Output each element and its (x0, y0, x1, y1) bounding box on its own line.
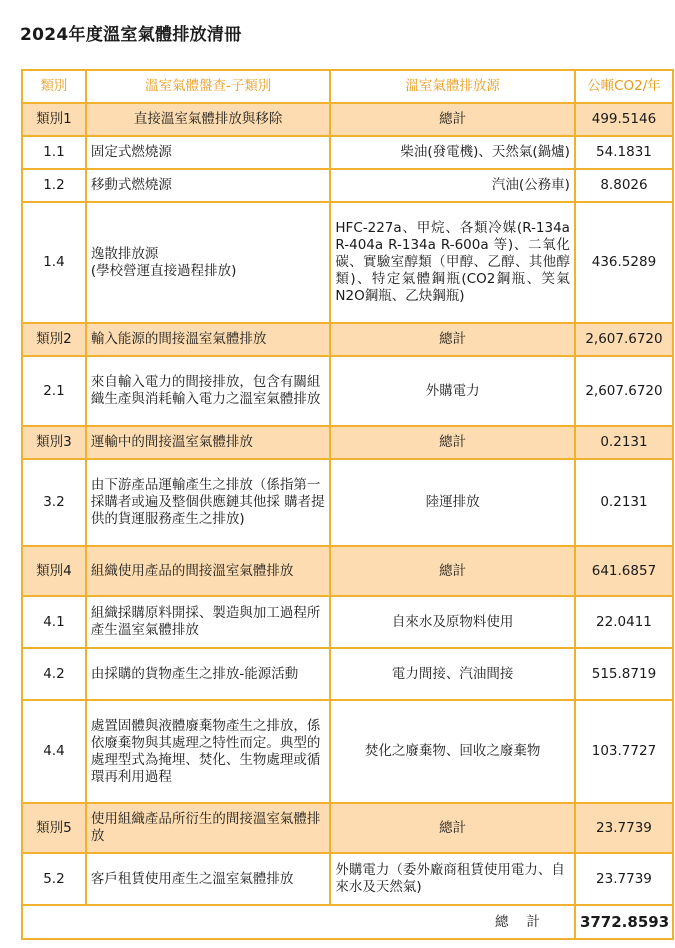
row-id: 4.1 (22, 596, 86, 648)
row-name: 客戶租賃使用產生之溫室氣體排放 (86, 853, 331, 905)
category-name: 使用組織產品所衍生的間接溫室氣體排放 (86, 803, 331, 853)
category-row-1 (22, 103, 673, 136)
grand-total-label (22, 905, 575, 939)
row-id: 1.1 (22, 136, 86, 169)
row-source: 自來水及原物料使用 (330, 596, 575, 648)
row-name: 處置固體與液體廢棄物產生之排放，係依廢棄物與其處理之特性而定。典型的處理型式為掩埋、焚化、生物處理或循環再利用過程 (86, 700, 331, 803)
category-amount: 0.2131 (575, 426, 673, 459)
row-source: 外購電力 (330, 356, 575, 426)
row-source: 柴油(發電機)、天然氣(鍋爐) (330, 136, 575, 169)
row-source: 焚化之廢棄物、回收之廢棄物 (330, 700, 575, 803)
table-row (22, 853, 673, 905)
category-id: 類別2 (22, 323, 86, 356)
header-source: 溫室氣體排放源 (330, 70, 575, 103)
row-amount: 22.0411 (575, 596, 673, 648)
row-id: 4.2 (22, 648, 86, 700)
category-name: 運輸中的間接溫室氣體排放 (86, 426, 331, 459)
row-name: 逸散排放源 (學校營運直接過程排放) (86, 202, 331, 323)
row-name: 由採購的貨物產生之排放-能源活動 (86, 648, 331, 700)
row-name: 組織採購原料開採、製造與加工過程所產生溫室氣體排放 (86, 596, 331, 648)
row-source: 汽油(公務車) (330, 169, 575, 202)
category-source: 總計 (330, 426, 575, 459)
grand-total-label-2: 計 (526, 913, 540, 930)
row-amount: 436.5289 (575, 202, 673, 323)
row-amount: 54.1831 (575, 136, 673, 169)
row-source: 電力間接、汽油間接 (330, 648, 575, 700)
category-id: 類別3 (22, 426, 86, 459)
category-source: 總計 (330, 103, 575, 136)
table-row (22, 459, 673, 546)
row-source: 陸運排放 (330, 459, 575, 546)
category-id: 類別1 (22, 103, 86, 136)
grand-total-amount: 3772.8593 (575, 905, 673, 939)
grand-total-label-1: 總 (494, 913, 509, 930)
category-amount: 641.6857 (575, 546, 673, 596)
category-id: 類別4 (22, 546, 86, 596)
row-id: 3.2 (22, 459, 86, 546)
category-source: 總計 (330, 323, 575, 356)
table-row (22, 169, 673, 202)
row-id: 5.2 (22, 853, 86, 905)
category-amount: 2,607.6720 (575, 323, 673, 356)
emissions-table (21, 69, 674, 940)
category-row-3 (22, 426, 673, 459)
page-title: 2024年度溫室氣體排放清冊 (20, 25, 242, 45)
row-name: 移動式燃燒源 (86, 169, 331, 202)
header-subcategory: 溫室氣體盤查-子類別 (86, 70, 331, 103)
category-name: 組織使用產品的間接溫室氣體排放 (86, 546, 331, 596)
table-row (22, 356, 673, 426)
category-id: 類別5 (22, 803, 86, 853)
category-source: 總計 (330, 803, 575, 853)
row-amount: 8.8026 (575, 169, 673, 202)
category-row-5 (22, 803, 673, 853)
table-header-row (22, 70, 673, 103)
category-source: 總計 (330, 546, 575, 596)
row-name: 固定式燃燒源 (86, 136, 331, 169)
row-source: 外購電力（委外廠商租賃使用電力、自來水及天然氣) (330, 853, 575, 905)
row-amount: 2,607.6720 (575, 356, 673, 426)
row-id: 1.2 (22, 169, 86, 202)
row-id: 2.1 (22, 356, 86, 426)
row-source: HFC-227a、甲烷、各類冷媒(R-134a R-404a R-134a R-600a 等)、二氧化碳、實驗室醇類（甲醇、乙醇、其他醇類)、特定氣體鋼瓶(CO2鋼瓶、笑氣N2O鋼瓶、乙炔鋼瓶) (330, 202, 575, 323)
table-row (22, 700, 673, 803)
header-category: 類別 (22, 70, 86, 103)
table-row (22, 596, 673, 648)
row-amount: 515.8719 (575, 648, 673, 700)
row-id: 1.4 (22, 202, 86, 323)
row-name: 來自輸入電力的間接排放，包含有關組織生產與消耗輸入電力之溫室氣體排放 (86, 356, 331, 426)
category-row-2 (22, 323, 673, 356)
table-row (22, 136, 673, 169)
category-amount: 23.7739 (575, 803, 673, 853)
row-amount: 0.2131 (575, 459, 673, 546)
category-name: 輸入能源的間接溫室氣體排放 (86, 323, 331, 356)
row-amount: 103.7727 (575, 700, 673, 803)
row-name: 由下游產品運輸產生之排放（係指第一採購者或遍及整個供應鏈其他採 購者提供的貨運服務產生之排放) (86, 459, 331, 546)
header-amount: 公噸CO2/年 (575, 70, 673, 103)
category-amount: 499.5146 (575, 103, 673, 136)
category-row-4 (22, 546, 673, 596)
row-id: 4.4 (22, 700, 86, 803)
category-name: 直接溫室氣體排放與移除 (86, 103, 331, 136)
grand-total-row (22, 905, 673, 939)
row-amount: 23.7739 (575, 853, 673, 905)
table-row (22, 648, 673, 700)
table-row (22, 202, 673, 323)
